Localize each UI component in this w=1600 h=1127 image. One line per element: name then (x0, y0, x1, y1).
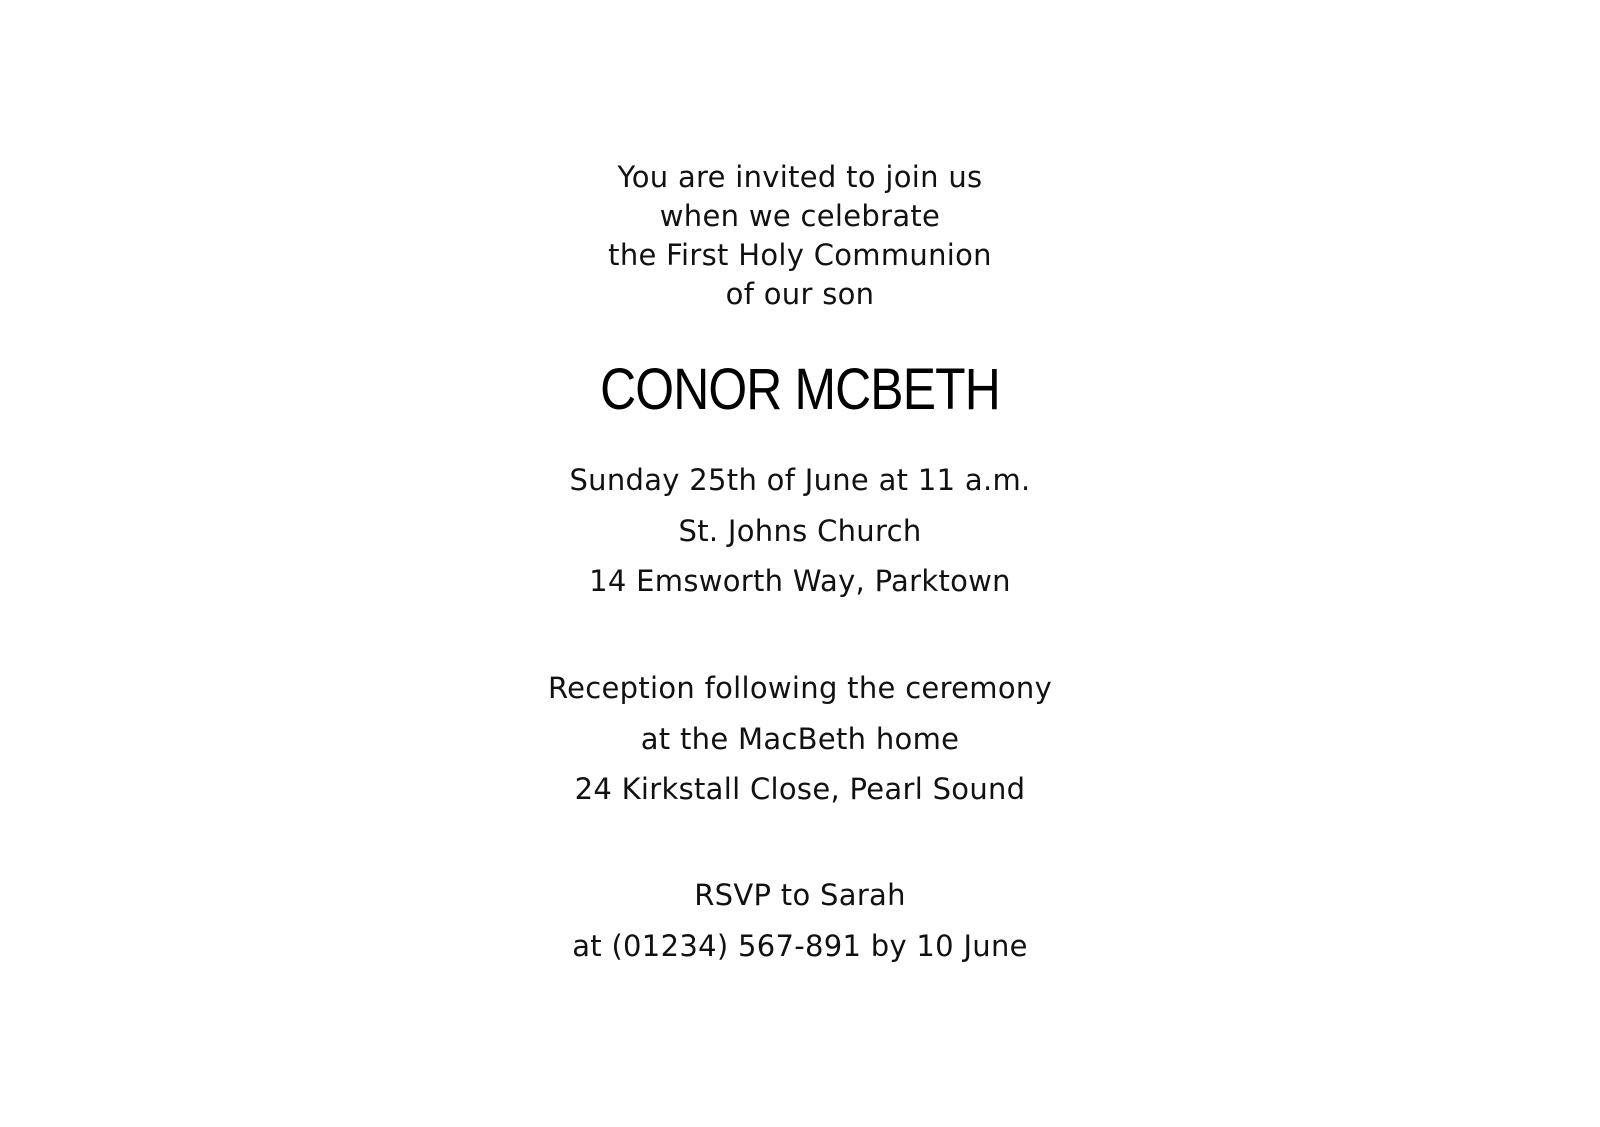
rsvp-details (0, 870, 1600, 971)
reception-details (0, 663, 1600, 815)
rsvp-phone-deadline: at (01234) 567-891 by 10 June (572, 928, 1028, 963)
reception-address: 24 Kirkstall Close, Pearl Sound (574, 772, 1026, 806)
child-name: CONOR MCBETH (600, 357, 1000, 422)
intro-line: when we celebrate (659, 199, 941, 233)
intro-line: of our son (725, 277, 875, 311)
intro-line: the First Holy Communion (608, 238, 992, 272)
intro-line: You are invited to join us (617, 160, 983, 194)
ceremony-date-time: Sunday 25th of June at 11 a.m. (569, 463, 1031, 497)
rsvp-contact: RSVP to Sarah (694, 878, 906, 912)
invitation-intro (0, 158, 1600, 314)
ceremony-details (0, 455, 1600, 607)
ceremony-address: 14 Emsworth Way, Parktown (589, 564, 1011, 598)
reception-venue: at the MacBeth home (640, 721, 960, 756)
reception-note: Reception following the ceremony (547, 671, 1053, 705)
ceremony-venue: St. Johns Church (678, 513, 922, 548)
